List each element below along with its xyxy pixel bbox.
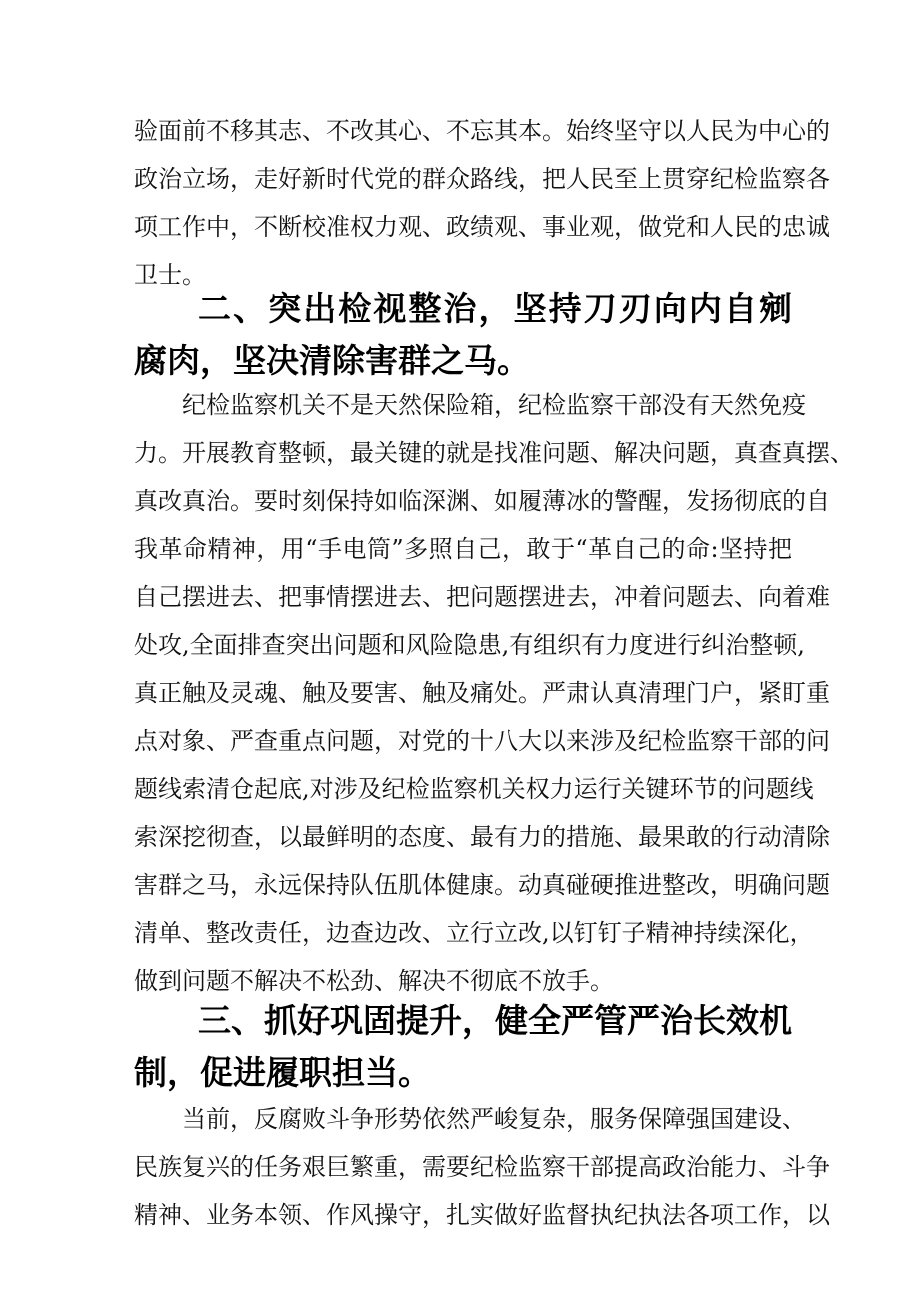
section-heading: 腐肉，坚决清除害群之马。 <box>134 341 530 380</box>
paragraph-line: 真改真治。要时刻保持如临深渊、如履薄冰的警醒，发扬彻底的自 <box>134 487 830 515</box>
paragraph-line: 力。开展教育整顿，最关键的就是找准问题、解决问题，真查真摆、 <box>134 439 854 467</box>
paragraph-line: 做到问题不解决不松劲、解决不彻底不放手。 <box>134 967 614 995</box>
paragraph-line: 验面前不移其志、不改其心、不忘其本。始终坚守以人民为中心的 <box>134 117 830 145</box>
paragraph-line: 索深挖彻查，以最鲜明的态度、最有力的措施、最果敢的行动清除 <box>134 823 830 851</box>
paragraph-line: 真正触及灵魂、触及要害、触及痛处。严肃认真清理门户，紧盯重 <box>134 679 830 707</box>
paragraph-line: 清单、整改责任，边查边改、立行立改,以钉钉子精神持续深化， <box>134 919 814 947</box>
section-heading: 三、抓好巩固提升，健全严管严治长效机 <box>198 1001 792 1040</box>
paragraph-line: 害群之马，永远保持队伍肌体健康。动真碰硬推进整改，明确问题 <box>134 871 830 899</box>
paragraph-line: 卫士。 <box>134 261 206 289</box>
paragraph-line: 题线索清仓起底,对涉及纪检监察机关权力运行关键环节的问题线 <box>134 775 814 803</box>
paragraph-line: 我革命精神，用“手电筒”多照自己，敢于“革自己的命:坚持把 <box>134 535 792 563</box>
section-heading: 二、突出检视整治，坚持刀刃向内自剜 <box>198 289 792 328</box>
paragraph-line: 点对象、严查重点问题，对党的十八大以来涉及纪检监察干部的问 <box>134 727 830 755</box>
paragraph-line: 项工作中，不断校准权力观、政绩观、事业观，做党和人民的忠诚 <box>134 213 830 241</box>
paragraph-line: 政治立场，走好新时代党的群众路线，把人民至上贯穿纪检监察各 <box>134 165 830 193</box>
paragraph-line: 处攻,全面排查突出问题和风险隐患,有组织有力度进行纠治整顿, <box>134 631 805 659</box>
paragraph-line: 民族复兴的任务艰巨繁重，需要纪检监察干部提高政治能力、斗争 <box>134 1153 830 1181</box>
paragraph-line: 自己摆进去、把事情摆进去、把问题摆进去，冲着问题去、向着难 <box>134 583 830 611</box>
section-heading: 制，促进履职担当。 <box>134 1053 431 1092</box>
paragraph-line: 纪检监察机关不是天然保险箱，纪检监察干部没有天然免疫 <box>182 391 806 419</box>
paragraph-line: 精神、业务本领、作风操守，扎实做好监督执纪执法各项工作，以 <box>134 1201 830 1229</box>
paragraph-line: 当前，反腐败斗争形势依然严峻复杂，服务保障强国建设、 <box>182 1105 806 1133</box>
